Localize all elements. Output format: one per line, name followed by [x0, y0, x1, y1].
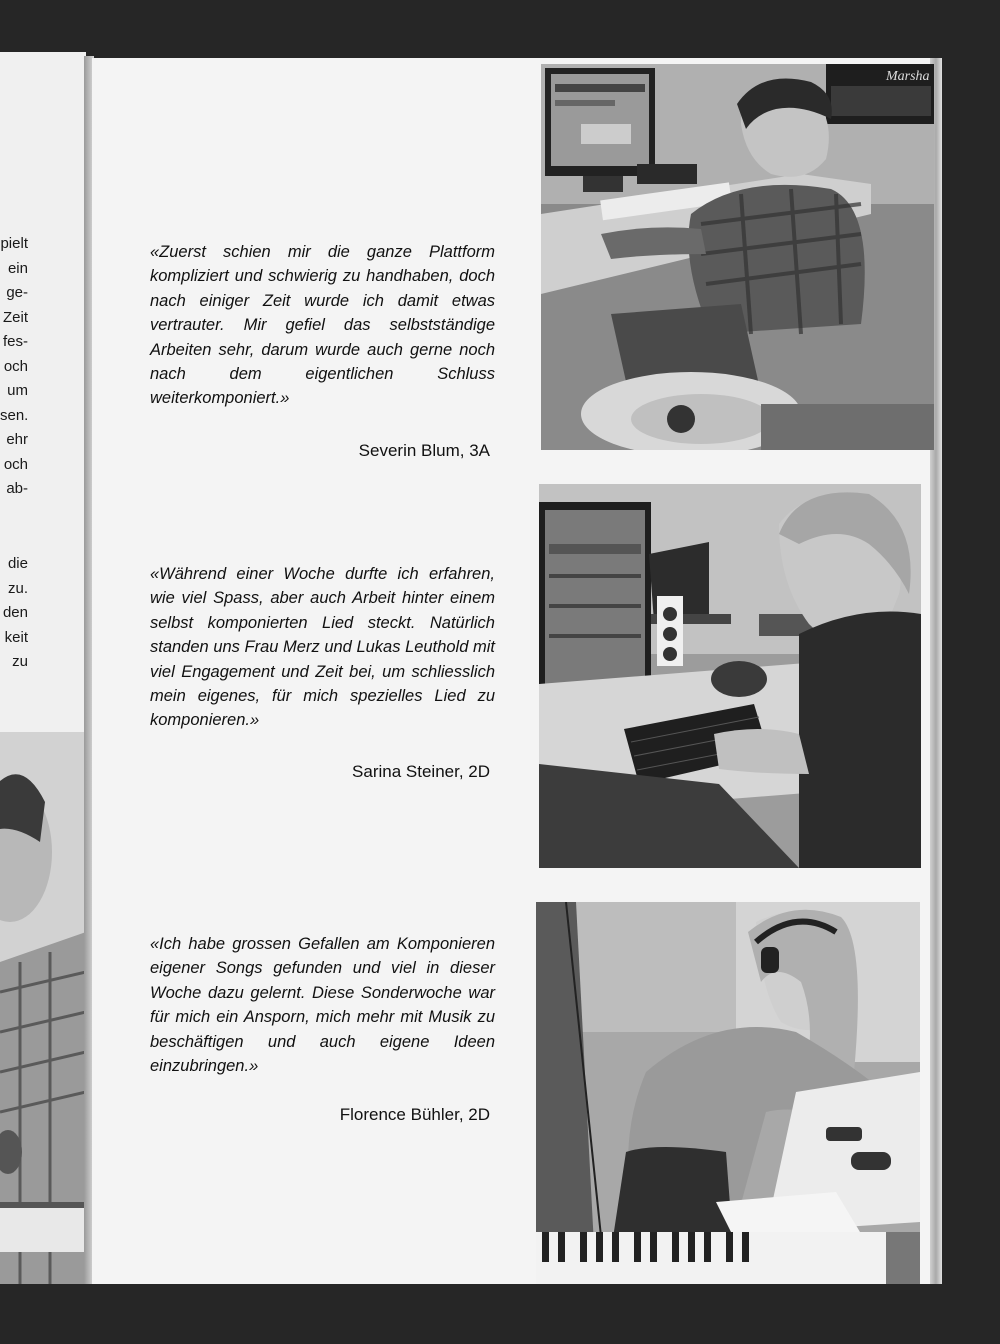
left-photo-student-guitar — [0, 732, 86, 1284]
author-florence: Florence Bühler, 2D — [339, 1105, 490, 1124]
left-page — [0, 52, 86, 1284]
quote-sarina: «Während einer Woche durfte ich erfahren, wie viel Spass, aber auch Arbeit hinter einem selbst komponierten Lied steckt. Natürlich standen uns Frau Merz und Lukas Leuthold mit viel Engagement und Zeit bei, um schliesslich mein eigenes, für mich spezielles Lied zu komponieren.» — [150, 565, 495, 730]
left-text-fragment-a: pielt ein ge- Zeit fes- och um sen. ehr och ab- — [0, 235, 29, 497]
amp-brand-label: Marsha — [886, 69, 930, 84]
photo-student-at-keyboard — [536, 902, 920, 1284]
author-sarina: Sarina Steiner, 2D — [352, 762, 490, 781]
author-severin: Severin Blum, 3A — [358, 441, 490, 460]
quote-florence: «Ich habe grossen Gefallen am Komponieren eigener Songs gefunden und viel in dieser Woche dazu gelernt. Diese Sonderwoche war für mich ein Ansporn, mich mehr mit Musik zu beschäftigen und auch eigene Ideen einzubringen.» — [150, 935, 495, 1076]
photo-student-at-computer — [541, 64, 934, 450]
left-text-fragment-b: die zu. den keit zu — [2, 555, 28, 670]
photo-student-with-headphones — [539, 484, 921, 868]
quote-severin: «Zuerst schien mir die ganze Plattform kompliziert und schwierig zu handhaben, doch nach einiger Zeit wurde ich damit etwas vertrauter. Mir gefiel das selbstständige Arbeiten sehr, darum wurde auch gerne noch nach dem eigentlichen Schluss weiterkomponiert.» — [150, 243, 495, 408]
